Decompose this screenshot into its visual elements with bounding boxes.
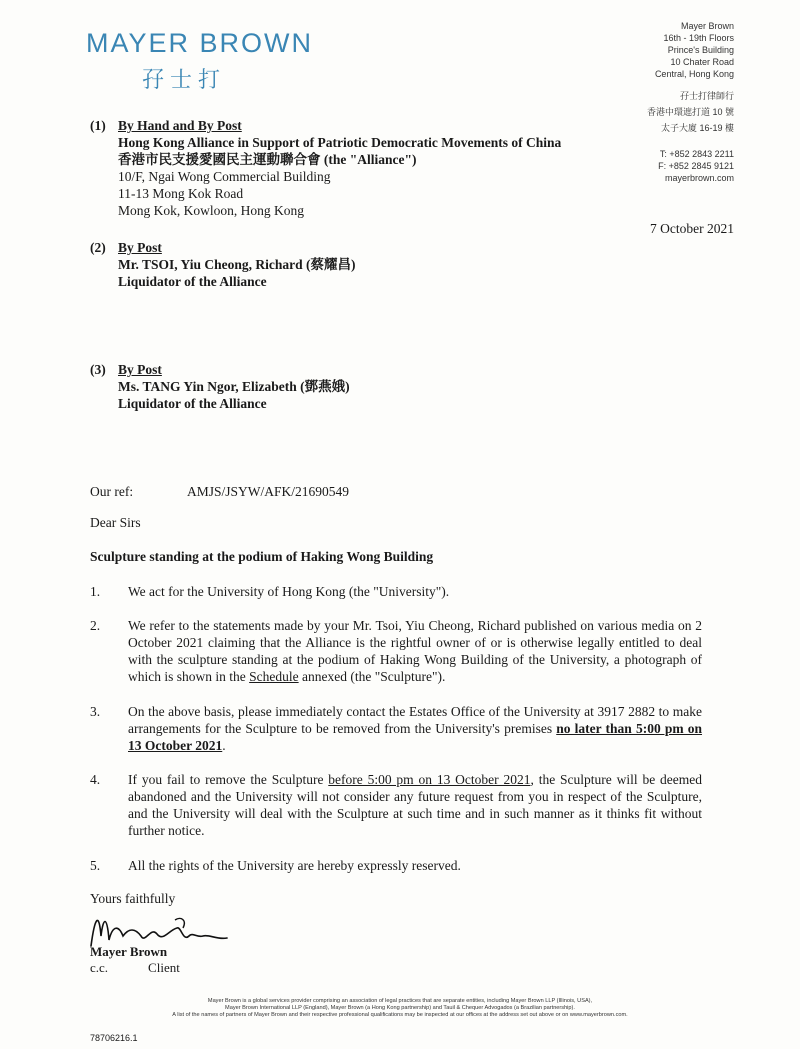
paragraph-text-part: , the Sculpture will be deemed abandoned and the University will not consider any future request from you in respect of the Sculpture, and the University will deal with the Sculpture at such time and in such manner as it thinks fit without further notice. bbox=[128, 772, 702, 838]
addressee-line: Mr. TSOI, Yiu Cheong, Richard (蔡耀昌) bbox=[118, 257, 356, 272]
paragraph-3 bbox=[90, 703, 702, 754]
firm-address-line: Prince's Building bbox=[667, 45, 734, 55]
firm-website: mayerbrown.com bbox=[664, 173, 734, 183]
paragraph-2 bbox=[90, 617, 702, 685]
footer-line: Mayer Brown International LLP (England), Mayer Brown (a Hong Kong partnership) and Tauil & Chequer Advogados (a Brazilian partnership). bbox=[225, 1005, 575, 1011]
reference-label: Our ref: bbox=[90, 484, 134, 499]
firm-address-zh-line: 香港中環遮打道 10 號 bbox=[646, 107, 734, 117]
letter-date: 7 October 2021 bbox=[650, 221, 734, 236]
firm-contact bbox=[647, 148, 734, 184]
delivery-method: By Post bbox=[118, 362, 162, 377]
firm-address-zh-line: 太子大廈 16-19 樓 bbox=[660, 123, 734, 133]
paragraph-number: 3. bbox=[90, 704, 101, 719]
addressee-line: Mong Kok, Kowloon, Hong Kong bbox=[118, 203, 305, 218]
paragraph-text-part: If you fail to remove the Sculpture bbox=[128, 772, 329, 787]
footer-disclaimer bbox=[70, 998, 730, 1019]
firm-fax: F: +852 2845 9121 bbox=[658, 161, 734, 171]
addressee-1 bbox=[90, 117, 650, 219]
delivery-method: By Hand and By Post bbox=[118, 118, 242, 133]
brand-name-zh: 孖士打 bbox=[142, 68, 227, 93]
footer-line: A list of the names of partners of Mayer Brown and their respective professional qualifications may be inspected at our offices at the address set out above or on www.mayerbrown.com. bbox=[172, 1012, 628, 1018]
firm-address-line: 16th - 19th Floors bbox=[663, 33, 734, 43]
firm-phone: T: +852 2843 2211 bbox=[659, 149, 734, 159]
document-number: 78706216.1 bbox=[90, 1033, 138, 1043]
paragraph-text-part: We refer to the statements made by your Mr. Tsoi, Yiu Cheong, Richard published on various media on 2 October 2021 claiming that the Alliance is the rightful owner of or is otherwise legally entitled to deal with the sculpture standing at the podium of Haking Wong Building of the University, a photograph of which is shown in the bbox=[128, 618, 702, 684]
paragraph-text: All the rights of the University are hereby expressly reserved. bbox=[128, 858, 461, 873]
addressee-number: (1) bbox=[90, 118, 106, 133]
addressee-line: Liquidator of the Alliance bbox=[118, 396, 267, 411]
addressee-line: 10/F, Ngai Wong Commercial Building bbox=[118, 169, 331, 184]
delivery-method: By Post bbox=[118, 240, 162, 255]
subject-line: Sculpture standing at the podium of Haking Wong Building bbox=[90, 549, 434, 564]
paragraph-1 bbox=[90, 583, 702, 600]
brand-name-en: MAYER BROWN bbox=[86, 28, 314, 58]
firm-address-zh-line: 孖士打律師行 bbox=[679, 91, 734, 101]
addressee-3 bbox=[90, 361, 650, 412]
firm-address-line: 10 Chater Road bbox=[670, 57, 734, 67]
paragraph-text bbox=[128, 703, 702, 754]
footer-line: Mayer Brown is a global services provider comprising an association of legal practices that are separate entities, including Mayer Brown LLP (Illinois, USA), bbox=[207, 998, 593, 1004]
paragraph-text-part: . bbox=[222, 738, 226, 753]
addressee-number: (3) bbox=[90, 362, 106, 377]
paragraph-text: We act for the University of Hong Kong (the "University"). bbox=[128, 584, 450, 599]
firm-address bbox=[647, 20, 734, 184]
deadline-emphasis: before 5:00 pm on 13 October 2021 bbox=[328, 772, 531, 787]
paragraph-text-part: On the above basis, please immediately contact the Estates Office of the University at 3917 2882 to make arrangements for the Sculpture to be removed from the University's premises bbox=[128, 704, 702, 736]
paragraph-4 bbox=[90, 771, 702, 839]
firm-address-zh bbox=[647, 88, 734, 136]
cc-value: Client bbox=[148, 960, 180, 975]
signature-name: Mayer Brown bbox=[90, 944, 168, 959]
paragraph-number: 5. bbox=[90, 858, 101, 873]
cc-label: c.c. bbox=[90, 960, 109, 975]
addressee-line: Hong Kong Alliance in Support of Patriotic Democratic Movements of China bbox=[118, 135, 562, 150]
paragraph-text-part: annexed (the "Sculpture"). bbox=[298, 669, 446, 684]
paragraph-number: 2. bbox=[90, 618, 101, 633]
reference-value: AMJS/JSYW/AFK/21690549 bbox=[187, 484, 350, 499]
deadline-emphasis: no later than 5:00 pm on 13 October 2021 bbox=[128, 721, 703, 753]
addressee-line: Ms. TANG Yin Ngor, Elizabeth (鄧燕娥) bbox=[118, 379, 350, 394]
paragraph-5 bbox=[90, 857, 702, 874]
addressee-line: 11-13 Mong Kok Road bbox=[118, 186, 244, 201]
carbon-copy bbox=[90, 960, 180, 976]
addressee-2 bbox=[90, 239, 650, 290]
closing: Yours faithfully bbox=[90, 891, 176, 906]
salutation: Dear Sirs bbox=[90, 515, 141, 530]
firm-address-line: Central, Hong Kong bbox=[654, 69, 734, 79]
firm-address-line: Mayer Brown bbox=[680, 21, 734, 31]
paragraph-number: 4. bbox=[90, 772, 101, 787]
addressee-line: Liquidator of the Alliance bbox=[118, 274, 267, 289]
addressee-line: 香港市民支援愛國民主運動聯合會 (the "Alliance") bbox=[118, 152, 417, 167]
reference bbox=[90, 484, 350, 500]
addressee-number: (2) bbox=[90, 240, 106, 255]
schedule-reference: Schedule bbox=[249, 669, 299, 684]
paragraph-text bbox=[128, 617, 702, 685]
paragraph-text bbox=[128, 771, 702, 839]
firm-logo bbox=[86, 28, 313, 94]
paragraph-number: 1. bbox=[90, 584, 101, 599]
